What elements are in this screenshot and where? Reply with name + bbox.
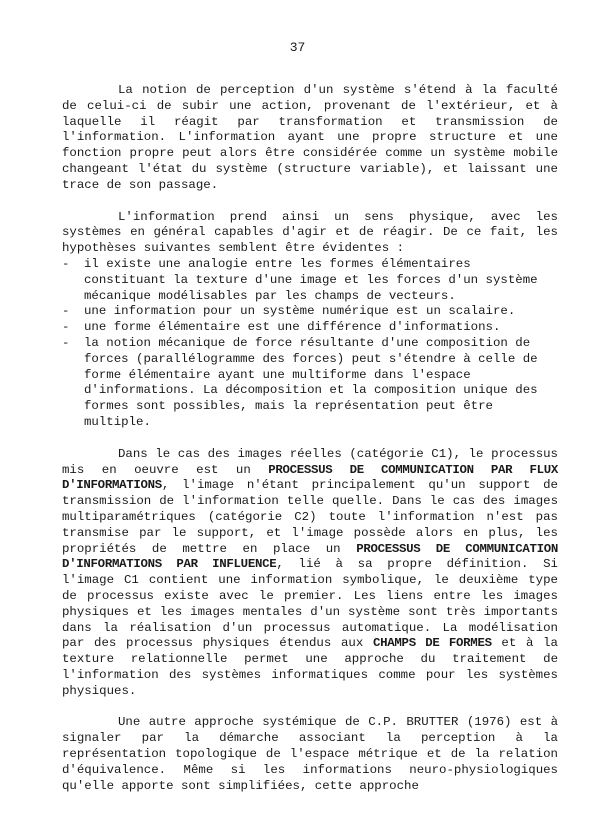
hypothesis-item [62, 304, 558, 320]
list-dash: - [62, 304, 70, 319]
keyword-flux: PROCESSUS DE COMMUNICATION PAR FLUX D'INFORMATIONS [62, 462, 558, 493]
keyword-champs-de-formes: CHAMPS DE FORMES [373, 636, 492, 651]
hypothesis-text: une forme élémentaire est une différence d'informations. [84, 320, 501, 335]
list-dash: - [62, 335, 70, 350]
hypothesis-item [62, 320, 558, 336]
hypotheses-list [62, 257, 558, 431]
text-run: Dans le cas des images réelles (catégorie C1), le processus mis en oeuvre est un [62, 446, 558, 477]
paragraph-images-reelles [62, 447, 558, 700]
paragraph-information-physique: L'information prend ainsi un sens physique, avec les systèmes en général capables d'agir et de réagir. De ce fait, les hypothèses suivantes semblent être évidentes : [62, 209, 558, 256]
list-dash: - [62, 320, 70, 335]
page-number: 37 [289, 40, 306, 55]
body-text [62, 83, 558, 810]
hypothesis-text: il existe une analogie entre les formes élémentaires constituant la texture d'une image et les forces d'un système mécanique modélisables par les champs de vecteurs. [84, 256, 538, 303]
hypothesis-text: la notion mécanique de force résultante d'une composition de forces (parallélogramme des forces) peut s'étendre à celle de forme élémentaire ayant une multiforme dans l'espace d'informations. La décomposition et la composition unique des formes sont possibles, mais la représentation peut être multiple. [84, 335, 538, 429]
paragraph-brutter: Une autre approche systémique de C.P. BRUTTER (1976) est à signaler par la démarche associant la perception à la représentation topologique de l'espace métrique et de la relation d'équivalence. Même si les informations neuro-physiologiques qu'elle apporte sont simplifiées, cette approche [62, 715, 558, 793]
keyword-influence: PROCESSUS DE COMMUNICATION D'INFORMATIONS PAR INFLUENCE [62, 541, 559, 572]
list-dash: - [62, 256, 70, 271]
text-run: , l'image n'étant principalement qu'un support de transmission de l'information telle quelle. Dans le cas des images multiparamétriques (catégorie C2) toute l'information n'est pas transmise par le support, et l'image possède alors en plus, les propriétés de mettre en place un [62, 478, 558, 556]
text-run: et à la texture relationnelle permet une approche du traitement de l'information des systèmes informatiques comme pour les systèmes physiques. [62, 636, 558, 698]
hypothesis-text: une information pour un système numérique est un scalaire. [84, 304, 516, 319]
text-run: , lié à sa propre définition. Si l'image C1 contient une information symbolique, le deuxième type de processus existe avec le premier. Les liens entre les images physiques et les images mentales d'un système sont très importants dans la réalisation d'un processus automatique. La modélisation par des processus physiques étendus aux [62, 557, 558, 651]
hypothesis-item [62, 257, 558, 304]
hypothesis-item [62, 336, 558, 431]
paragraph-perception: La notion de perception d'un système s'étend à la faculté de celui-ci de subir une action, provenant de l'extérieur, et à laquelle il réagit par transformation et transmission de l'information. L'information ayant une propre structure et une fonction propre peut alors être considérée comme un système mobile changeant l'état du système (structure variable), et laissant une trace de son passage. [62, 83, 558, 192]
